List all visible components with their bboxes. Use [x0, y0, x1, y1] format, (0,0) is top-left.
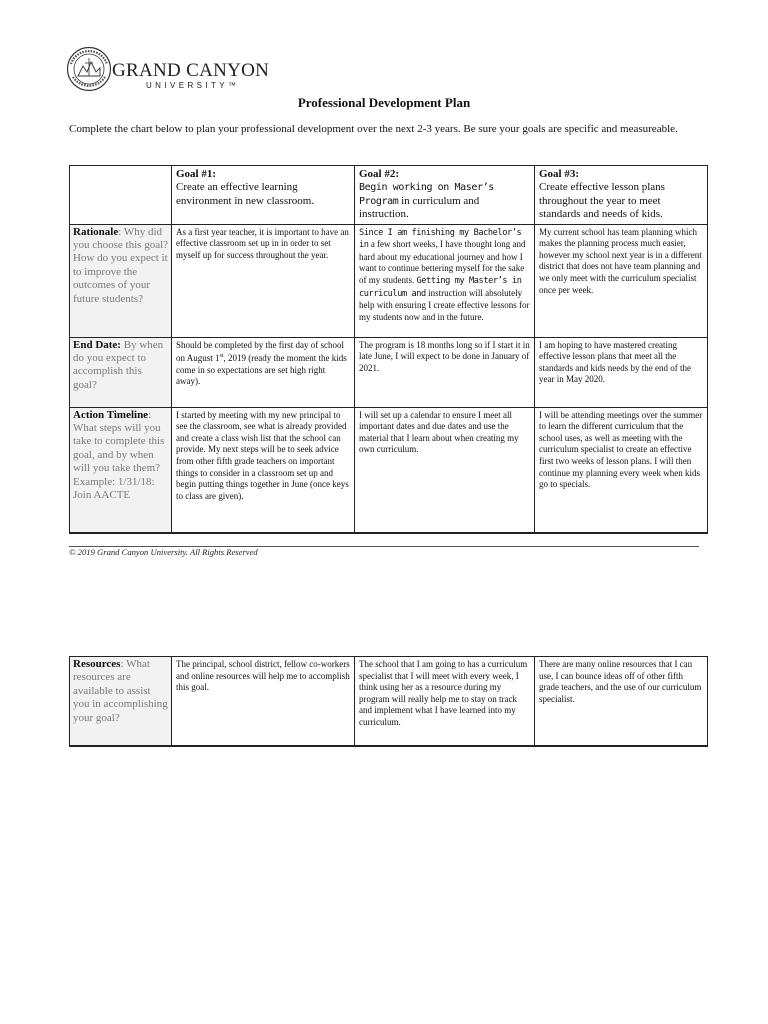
university-subtitle: UNIVERSITY™ [146, 81, 240, 90]
action-timeline-goal-2: I will set up a calendar to ensure I meet all important dates and due dates and use the material that I learn about when creating my own curriculum. [355, 407, 535, 533]
rationale-goal-2-hand-1: Since I am finishing my Bachelor’s in [359, 227, 522, 251]
resources-label: Resources [73, 658, 121, 670]
end-date-label: End Date: [73, 338, 121, 351]
intro-text: Complete the chart below to plan your professional development over the next 2-3 years. Be sure your goals are specific and measureable. [69, 123, 678, 135]
rationale-goal-1: As a first year teacher, it is important to have an effective classroom set up in in order to set myself up for success throughout the year. [172, 224, 355, 337]
goal-3-header [535, 166, 708, 225]
rationale-goal-2-text-2: instruction will absolutely help with ensuring I create effective lessons for my students now and in the future. [359, 287, 530, 322]
resources-description: : What resources are available to assist you in accomplishing your goal? [73, 658, 168, 724]
resources-goal-1: The principal, school district, fellow co-workers and online resources will help me to accomplish this goal. [172, 657, 355, 746]
goal-2-number: Goal #2: [359, 168, 400, 180]
end-date-goal-1-text-a: Should be completed by the first day of school on August 1 [176, 339, 344, 364]
plan-table [69, 165, 708, 534]
goal-2-text: in curriculum and instruction. [359, 194, 480, 221]
action-timeline-description: : What steps will you take to complete this goal, and by when will you take them? Example: 1/31/18: Join AACTE [73, 408, 165, 502]
end-date-goal-3: I am hoping to have mastered creating effective lesson plans that meet all the standards and kids needs by the end of the year in May 2020. [535, 337, 708, 407]
goal-2-text-hand: Begin working on Maser’s Program [359, 182, 494, 207]
goals-header-row [70, 166, 708, 225]
goal-2-header [355, 166, 535, 225]
resources-goal-3: There are many online resources that I can use, I can bounce ideas off of other fifth grade teachers, and the use of our curriculum specialist. [535, 657, 708, 746]
goal-1-text: Create an effective learning environment in new classroom. [176, 181, 315, 207]
goal-3-number: Goal #3: [539, 168, 580, 180]
action-timeline-label-cell [70, 407, 172, 533]
action-timeline-goal-1: I started by meeting with my new principal to see the classroom, see what is already provided and create a class wish list that the school can provide. My next steps will be to seek advice from other fifth grade teachers on important things to consider in a classroom set up and begin putting things together in June (once keys to class are given). [172, 407, 355, 533]
end-date-goal-1-sup: st [219, 353, 224, 360]
end-date-description: By when do you expect to accomplish this goal? [73, 338, 164, 391]
rationale-goal-3: My current school has team planning which makes the planning process much easier, however my school next year is in a different district that does not have team planning and we only meet with the curriculum specialist once per week. [535, 224, 708, 337]
rationale-description: : Why did you choose this goal? How do you expect it to improve the outcomes of your future students? [73, 225, 169, 305]
page-title: Professional Development Plan [297, 95, 471, 110]
rationale-goal-2 [355, 224, 535, 337]
university-logo [66, 46, 270, 96]
end-date-goal-1 [172, 337, 355, 407]
goal-1-number: Goal #1: [176, 168, 217, 180]
action-timeline-goal-3: I will be attending meetings over the summer to learn the different curriculum that the school uses, as well as meeting with the curriculum specialist to create an effective first two weeks of lesson plans. I will then continue my planning every week when kids go to specials. [535, 407, 708, 533]
empty-corner-cell [70, 166, 172, 225]
resources-label-cell [70, 657, 172, 746]
rationale-label-cell [70, 224, 172, 337]
rationale-label: Rationale [73, 225, 119, 238]
action-timeline-label: Action Timeline [73, 408, 149, 421]
goal-3-text: Create effective lesson plans throughout the year to meet standards and needs of kids. [539, 181, 665, 221]
action-timeline-row [70, 407, 708, 533]
resources-table [69, 656, 708, 747]
resources-goal-2: The school that I am going to has a curriculum specialist that I will meet with every week, I think using her as a resource during my program will really help me to stay on track and implement what I have learned into my curriculum. [355, 657, 535, 746]
end-date-label-cell [70, 337, 172, 407]
university-seal-icon [66, 46, 112, 92]
end-date-goal-2: The program is 18 months long so if I start it in late June, I will expect to be done in January of 2021. [355, 337, 535, 407]
university-name: GRAND CANYON [112, 60, 270, 81]
goal-1-header [172, 166, 355, 225]
resources-row [70, 657, 708, 746]
rationale-row [70, 224, 708, 337]
rationale-goal-2-hand-2: Getting my Master’s in curriculum and [359, 276, 522, 299]
rationale-goal-2-text-1: a few short weeks, I have thought long and hard about my educational journey and how I want to continue bettering myself for the sake of my students. [359, 239, 526, 285]
end-date-goal-1-text-b: , 2019 (ready the moment the kids come in so expectations are set high right away). [176, 353, 347, 387]
end-date-row [70, 337, 708, 407]
copyright-footer: © 2019 Grand Canyon University. All Rights Reserved [69, 547, 258, 557]
